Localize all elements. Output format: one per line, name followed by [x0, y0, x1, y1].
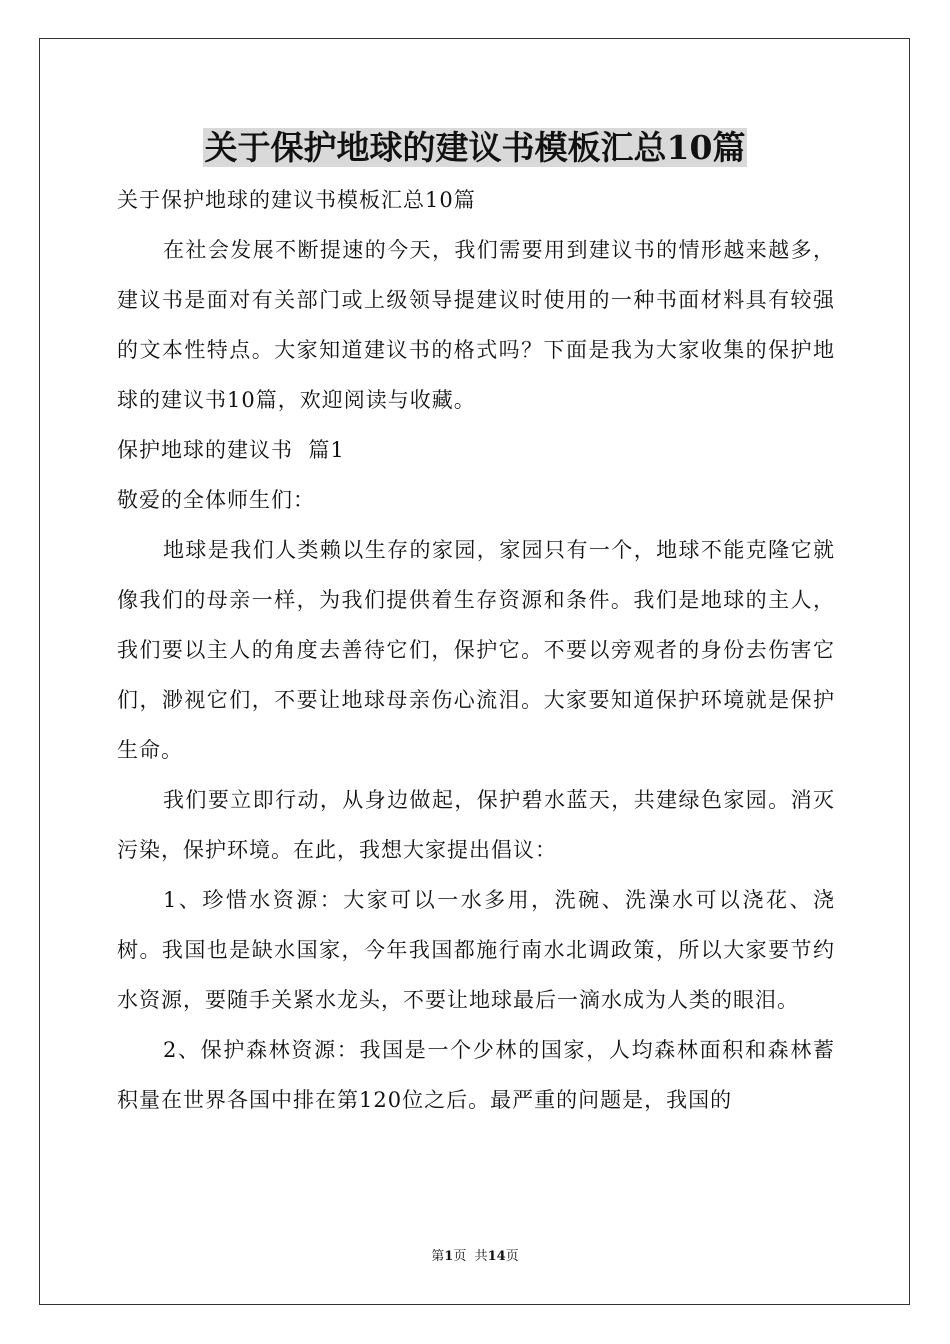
footer-suffix: 页 — [505, 1249, 519, 1264]
footer-page-number: 1 — [444, 1249, 454, 1264]
footer-prefix: 第 — [431, 1249, 445, 1264]
salutation: 敬爱的全体师生们： — [117, 488, 315, 512]
section-heading: 保护地球的建议书 篇1 — [117, 438, 345, 462]
footer-total-pages: 14 — [487, 1249, 506, 1264]
intro-paragraph: 在社会发展不断提速的今天，我们需要用到建议书的情形越来越多，建议书是面对有关部门或上级领导提建议时使用的一种书面材料具有较强的文本性特点。大家知道建议书的格式吗？下面是我为大家收集的保护地球的建议书10篇，欢迎阅读与收藏。 — [117, 238, 835, 412]
document-body — [117, 175, 835, 1125]
document-title-text: 关于保护地球的建议书模板汇总10篇 — [204, 128, 746, 167]
body-paragraph: 地球是我们人类赖以生存的家园，家园只有一个，地球不能克隆它就像我们的母亲一样，为我们提供着生存资源和条件。我们是地球的主人，我们要以主人的角度去善待它们，保护它。不要以旁观者的身份去伤害它们，渺视它们，不要让地球母亲伤心流泪。大家要知道保护环境就是保护生命。 — [117, 538, 835, 762]
document-subtitle: 关于保护地球的建议书模板汇总10篇 — [117, 188, 476, 212]
body-paragraph: 1、珍惜水资源：大家可以一水多用，洗碗、洗澡水可以浇花、浇树。我国也是缺水国家，今年我国都施行南水北调政策，所以大家要节约水资源，要随手关紧水龙头，不要让地球最后一滴水成为人类的眼泪。 — [117, 888, 835, 1012]
footer-mid: 页 共 — [453, 1249, 488, 1264]
body-paragraph: 2、保护森林资源：我国是一个少林的国家，人均森林面积和森林蓄积量在世界各国中排在第120位之后。最严重的问题是，我国的 — [117, 1038, 835, 1112]
body-paragraph: 我们要立即行动，从身边做起，保护碧水蓝天，共建绿色家园。消灭污染，保护环境。在此，我想大家提出倡议： — [117, 788, 835, 862]
document-title — [0, 126, 950, 170]
page-footer — [0, 1248, 950, 1266]
